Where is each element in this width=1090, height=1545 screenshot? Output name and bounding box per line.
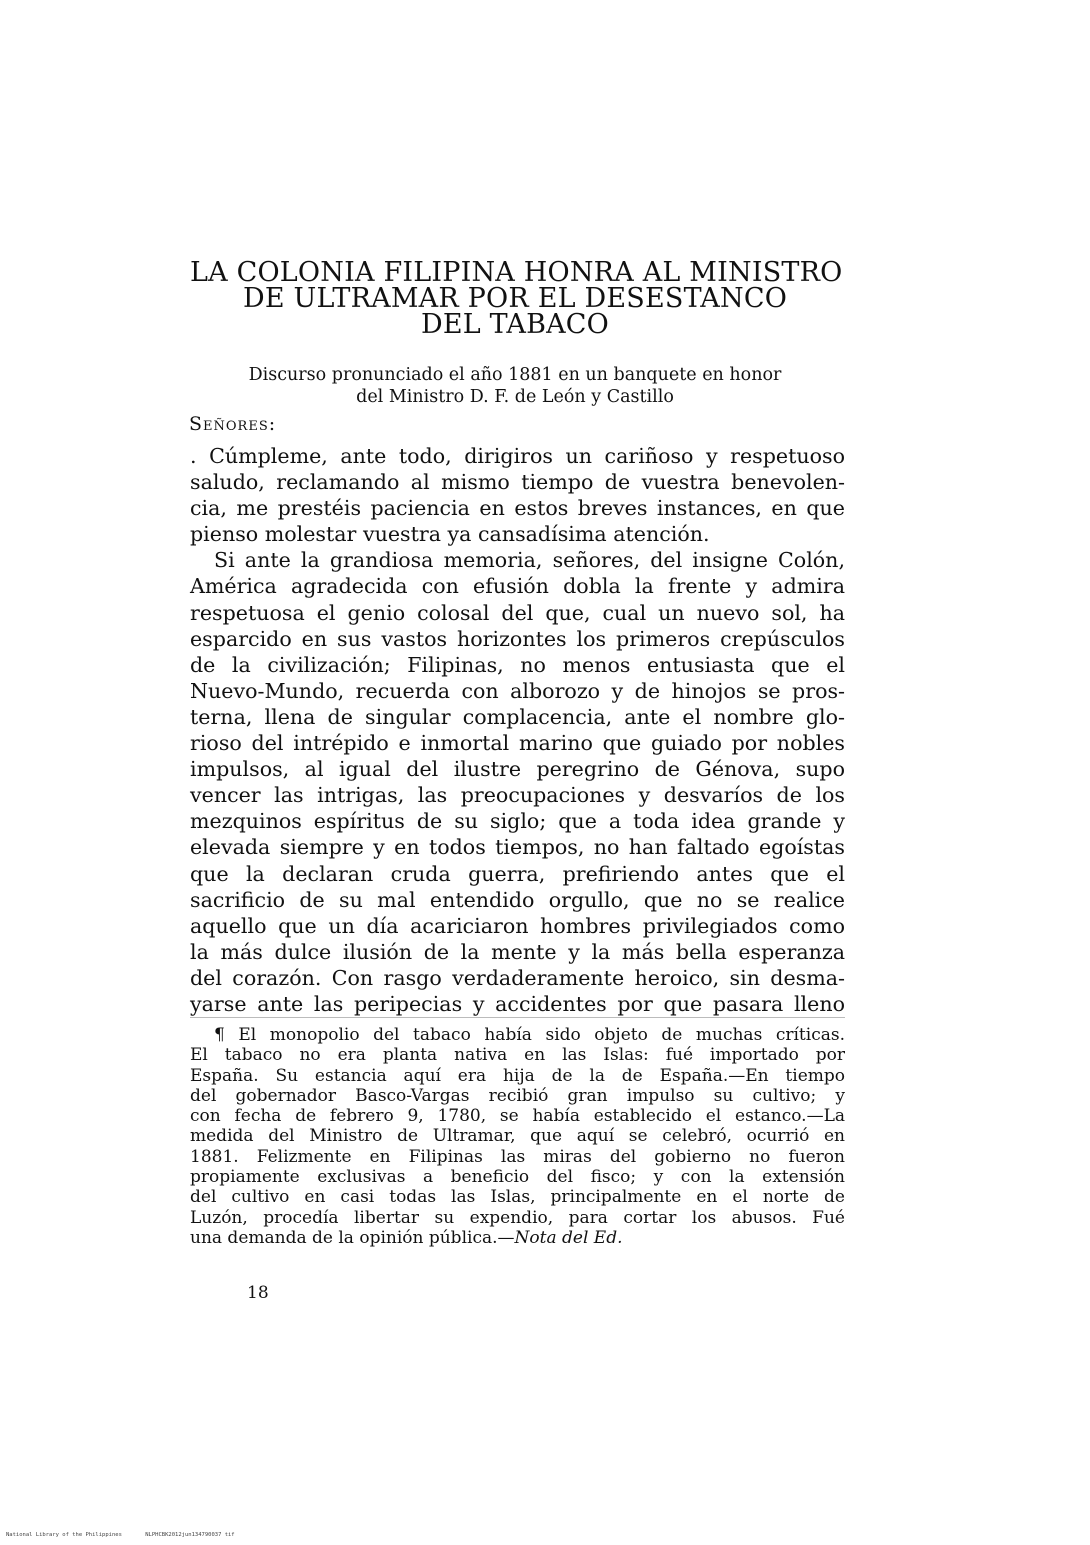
body-line: rioso del intrépido e inmortal marino que guiado por nobles [190,731,845,756]
subtitle-line: Discurso pronunciado el año 1881 en un banquete en honor [248,365,782,385]
body-line: terna, llena de singular complacencia, ante el nombre glo- [190,704,845,729]
body-line: Nuevo-Mundo, recuerda con alborozo y de hinojos se pros- [190,678,845,703]
body-line: la más dulce ilusión de la mente y la más bella esperanza [190,939,845,964]
footnote-line: 1881. Felizmente en Filipinas las miras del gobierno no fueron [190,1146,845,1167]
footnote-last-line [190,1228,845,1248]
footnote-line: con fecha de febrero 9, 1780, se había establecido el estanco.—La [190,1106,845,1127]
footnote-line: del gobernador Basco-Vargas recibió gran impulso su cultivo; y [190,1085,845,1106]
footnote-divider [190,1017,845,1018]
body-line: pienso molestar vuestra ya cansadísima atención. [190,522,710,547]
body-line: saludo, reclamando al mismo tiempo de vuestra benevolen- [190,470,845,495]
body-line: que la declaran cruda guerra, prefiriendo antes que el [190,861,845,886]
page-title [190,257,843,340]
scan-credit [6,1532,255,1539]
page-number: 18 [247,1283,269,1303]
body-line: de la civilización; Filipinas, no menos entusiasta que el [190,652,845,677]
footnote-text: una demanda de la opinión pública.— [190,1227,515,1248]
title-line: LA COLONIA FILIPINA HONRA AL MINISTRO [190,257,843,288]
body-line: esparcido en sus vastos horizontes los primeros crepúsculos [190,626,845,651]
footnote [190,1025,845,1248]
title-line: DEL TABACO [420,309,610,340]
body-line: respetuosa el genio colosal del que, cual un nuevo sol, ha [190,600,845,625]
body-line: del corazón. Con rasgo verdaderamente heroico, sin desma- [190,965,845,990]
footnote-line: ¶ El monopolio del tabaco había sido objeto de muchas críticas. [214,1025,845,1045]
title-line: DE ULTRAMAR POR EL DESESTANCO [242,283,788,314]
body-text [190,443,845,1017]
footnote-line: propiamente exclusivas a beneficio del fisco; y con la extensión [190,1167,845,1188]
body-line: sacrificio de su mal entendido orgullo, que no se realice [190,887,845,912]
body-line: . Cúmpleme, ante todo, dirigiros un cariñoso y respetuoso [190,444,845,468]
footnote-line: del cultivo en casi todas las Islas, principalmente en el norte de [190,1187,845,1208]
body-line: aquello que un día acariciaron hombres privilegiados como [190,913,845,938]
salutation: Señores: [189,413,277,435]
body-line: impulsos, al igual del ilustre peregrino de Génova, supo [190,757,845,782]
body-line: Si ante la grandiosa memoria, señores, del insigne Colón, [214,548,845,573]
footnote-line: Luzón, procedía libertar su expendio, para cortar los abusos. Fué [190,1207,845,1228]
scan-file-id: NLPHCBK2012jun134790037 tif [145,1532,235,1538]
body-line: vencer las intrigas, las preocupaciones y desvaríos de los [190,783,845,808]
footnote-line: medida del Ministro de Ultramar, que aquí se celebró, ocurrió en [190,1126,845,1147]
body-line: cia, me prestéis paciencia en estos breves instances, en que [190,496,845,521]
subtitle-line: del Ministro D. F. de León y Castillo [356,387,674,407]
footnote-line: El tabaco no era planta nativa en las Islas: fué importado por [190,1045,845,1066]
library-credit: National Library of the Philippines [6,1532,122,1538]
footnote-line: España. Su estancia aquí era hija de la de España.—En tiempo [190,1065,845,1086]
subtitle [190,364,840,408]
body-line: yarse ante las peripecias y accidentes por que pasara lleno [190,991,845,1016]
editor-note: Nota del Ed. [514,1227,623,1248]
body-line: elevada siempre y en todos tiempos, no han faltado egoístas [190,835,845,860]
body-line: mezquinos espíritus de su siglo; que a toda idea grande y [190,809,845,834]
body-line: América agradecida con efusión dobla la frente y admira [190,574,845,599]
